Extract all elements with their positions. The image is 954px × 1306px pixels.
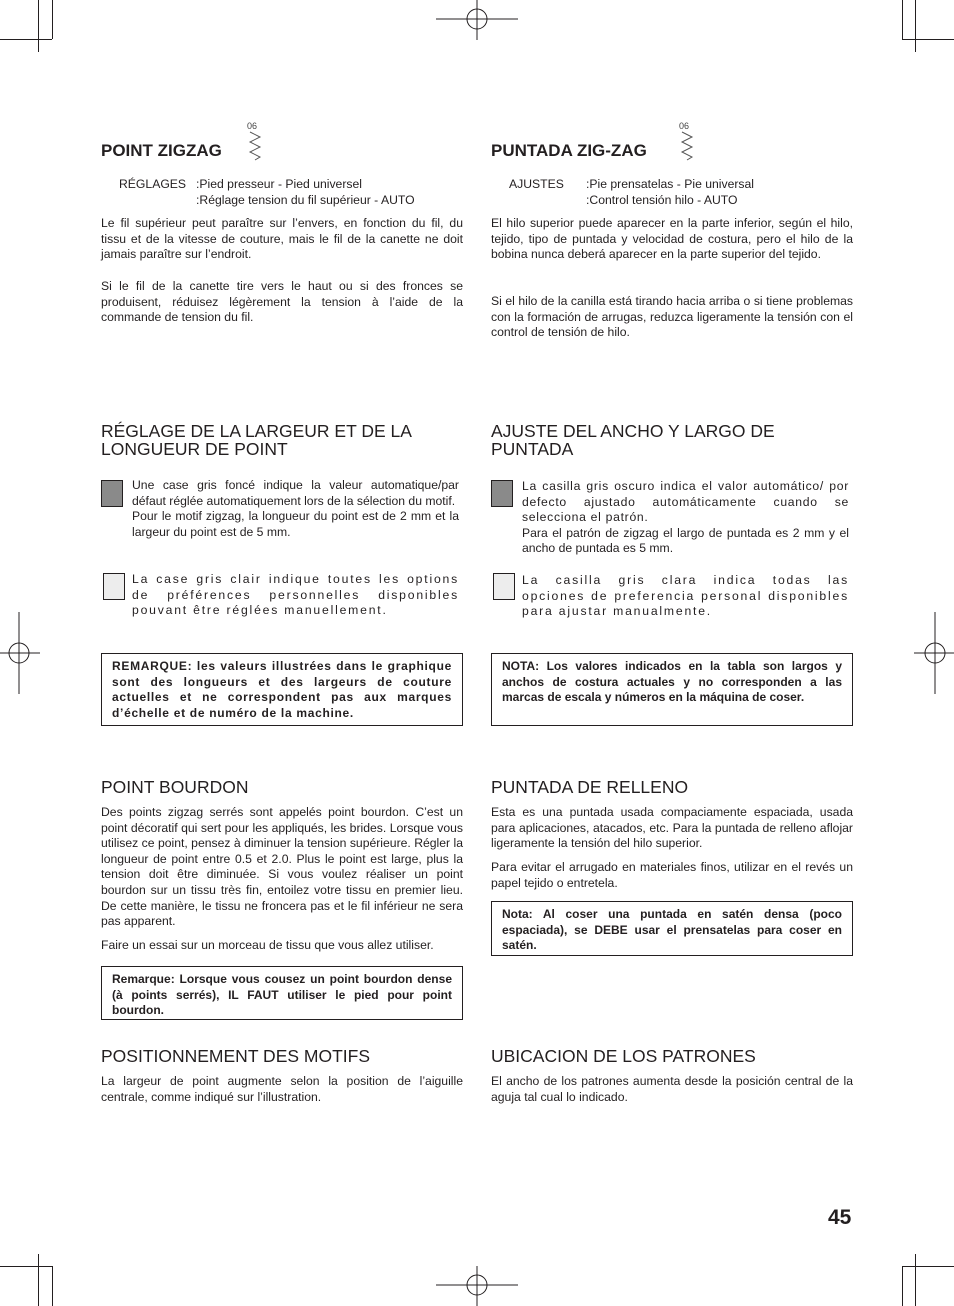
registration-mark-bottom <box>436 1266 518 1306</box>
es-light-box-text: La casilla gris clara indica todas las opciones de preferencia personal disponibles para ajustar manualmente. <box>522 573 849 619</box>
fr-zigzag-paragraph-1: Le fil supérieur peut paraître sur l’envers, en fonction du fil, du tissu et de la vitesse de couture, mais le fil de la canette ne doit jamais paraître sur l’endroit. <box>101 216 463 262</box>
page-number: 45 <box>828 1206 852 1229</box>
fr-width-length-title: RÉGLAGE DE LA LARGEUR ET DE LA LONGUEUR DE POINT <box>101 421 411 459</box>
es-settings-label: AJUSTES <box>509 177 564 191</box>
stitch-number: 06 <box>679 121 690 131</box>
registration-mark-top <box>436 0 518 40</box>
fr-dark-gray-square <box>101 480 123 507</box>
fr-zigzag-paragraph-2: Si le fil de la canette tire vers le haut ou si des fronces se produisent, réduisez légèrement la tension à l’aide de la commande de tension du fil. <box>101 279 463 325</box>
es-zigzag-paragraph-2: Si el hilo de la canilla está tirando hacia arriba o si tiene problemas con la formación de arrugas, reduzca ligeramente la tensión con el control de tensión de hilo. <box>491 294 853 340</box>
es-settings-line1: :Pie prensatelas - Pie universal <box>586 177 755 191</box>
fr-settings-label: RÉGLAGES <box>119 177 187 191</box>
es-satin-title: PUNTADA DE RELLENO <box>491 777 689 797</box>
es-dark-gray-square <box>491 480 513 507</box>
fr-note-box: REMARQUE: les valeurs illustrées dans le graphique sont des longueurs et des largeurs de couture actuelles et ne correspondent pas aux marques d’échelle et de numéro de la machine. <box>101 653 463 726</box>
es-dark-box-text <box>522 479 849 557</box>
fr-zigzag-title: POINT ZIGZAG <box>101 141 222 160</box>
zigzag-stitch-icon <box>247 122 267 164</box>
fr-dark-box-text <box>132 478 459 540</box>
fr-satin-title: POINT BOURDON <box>101 777 249 797</box>
fr-dark-box-text-2: Pour le motif zigzag, la longueur du point est de 2 mm et la largeur du point est de 5 mm. <box>132 509 459 539</box>
fr-positioning-title: POSITIONNEMENT DES MOTIFS <box>101 1046 371 1066</box>
fr-positioning-paragraph: La largeur de point augmente selon la position de l’aiguille centrale, comme indiqué sur l’illustration. <box>101 1074 463 1104</box>
es-zigzag-title: PUNTADA ZIG-ZAG <box>491 141 647 160</box>
fr-settings-line2: :Réglage tension du fil supérieur - AUTO <box>196 193 415 207</box>
es-dark-box-text-2: Para el patrón de zigzag el largo de puntada es 2 mm y el ancho de puntada es 5 mm. <box>522 525 849 556</box>
fr-satin-note-box: Remarque: Lorsque vous cousez un point bourdon dense (à points serrés), IL FAUT utiliser le pied pour point bourdon. <box>101 966 463 1020</box>
es-satin-paragraph-1: Esta es una puntada usada compaciamente espaciada, usada para aplicaciones, atacados, etc. Para la puntada de relleno aflojar ligeramente la tensión del hilo superior. <box>491 805 853 851</box>
es-dark-box-text-1: La casilla gris oscuro indica el valor automático/ por defecto ajustado automáticamente cuando se selecciona el patrón. <box>522 479 849 525</box>
fr-light-box-text: La case gris clair indique toutes les options de préférences personnelles disponibles pouvant être réglées manuellement. <box>132 572 459 618</box>
es-satin-paragraph-2: Para evitar el arrugado en materiales finos, utilizar en el revés un papel tejido o entretela. <box>491 860 853 890</box>
es-positioning-paragraph: El ancho de los patrones aumenta desde la posición central de la aguja tal cual lo indicado. <box>491 1074 853 1104</box>
es-light-gray-square <box>493 573 515 600</box>
zigzag-icon <box>247 131 263 161</box>
es-satin-note-box: Nota: Al coser una puntada en satén densa (poco espaciada), se DEBE usar el prensatelas para coser en satén. <box>491 901 853 956</box>
zigzag-icon <box>679 131 695 161</box>
fr-dark-box-text-1: Une case gris foncé indique la valeur automatique/par défaut réglée automatiquement lors de la sélection du motif. <box>132 478 459 508</box>
es-zigzag-paragraph-1: El hilo superior puede aparecer en la parte inferior, según el hilo, tejido, tipo de puntada y velocidad de costura, pero el hilo de la bobina nunca deberá aparecer en la parte superior del tejido. <box>491 216 853 262</box>
zigzag-stitch-icon <box>679 122 699 164</box>
stitch-number: 06 <box>247 121 258 131</box>
es-width-length-title: AJUSTE DEL ANCHO Y LARGO DE PUNTADA <box>491 421 775 459</box>
fr-satin-paragraph-1: Des points zigzag serrés sont appelés point bourdon. C’est un point décoratif qui sert pour les appliqués, les brides. Lorsque vous utilisez ce point, pensez à diminuer la tension supérieure. Régler la longueur de point entre 0.5 et 2.0. Plus le point est large, plus la tension doit être diminuée. Si vous voulez réaliser un point bourdon sur un tissu très fin, entoilez votre tissu en premier lieu. De cette manière, le tissu ne froncera pas et le fil inférieur ne sera pas apparent. <box>101 805 463 929</box>
fr-light-gray-square <box>103 573 125 600</box>
es-settings-line2: :Control tensión hilo - AUTO <box>586 193 738 207</box>
registration-mark-left <box>0 612 40 694</box>
fr-satin-paragraph-2: Faire un essai sur un morceau de tissu que vous allez utiliser. <box>101 938 434 952</box>
registration-mark-right <box>914 612 954 694</box>
fr-settings-line1: :Pied presseur - Pied universel <box>196 177 362 191</box>
es-note-box: NOTA: Los valores indicados en la tabla son largos y anchos de costura actuales y no corresponden a las marcas de escala y números en la máquina de coser. <box>491 653 853 726</box>
es-positioning-title: UBICACION DE LOS PATRONES <box>491 1046 756 1066</box>
